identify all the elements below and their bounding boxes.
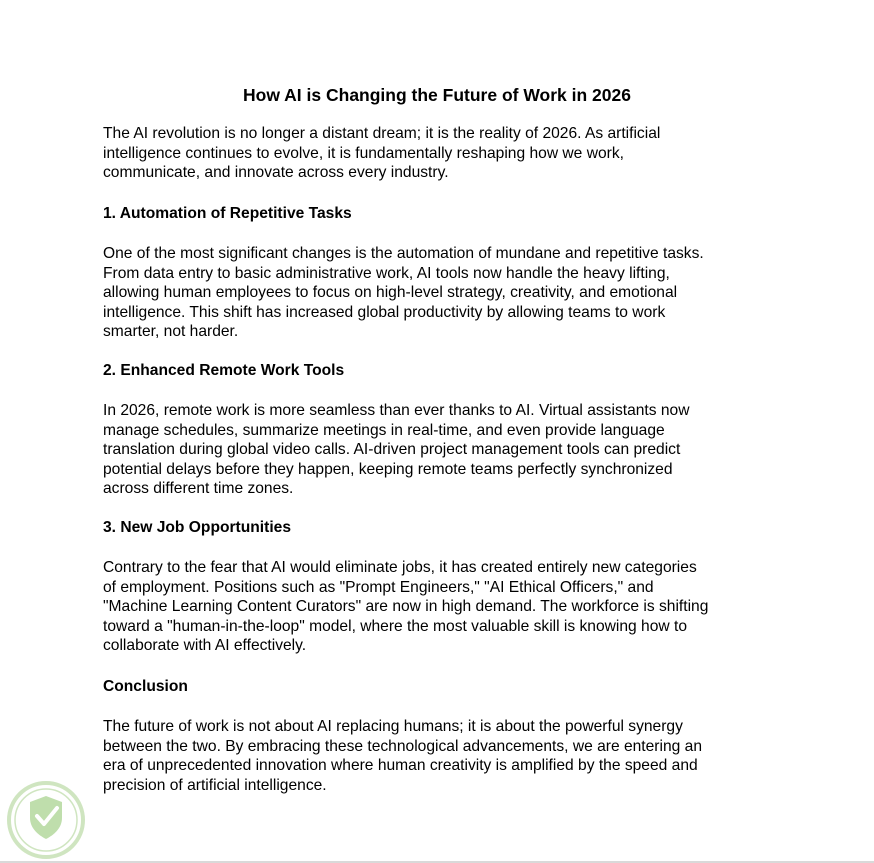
section-body-conclusion: The future of work is not about AI replacing humans; it is about the powerful synergy between the two. By embracing these technological advancements, we are entering an era of unprecedented innovation where human creativity is amplified by the speed and precision of artificial intelligence. bbox=[103, 718, 702, 794]
intro-paragraph: The AI revolution is no longer a distant dream; it is the reality of 2026. As artificial intelligence continues to evolve, it is fundamentally reshaping how we work, communicate, and innovate across every industry. bbox=[103, 125, 661, 182]
watermark-seal-logo bbox=[6, 780, 86, 860]
section-heading-job-opportunities: 3. New Job Opportunities bbox=[103, 519, 292, 536]
section-heading-remote-work: 2. Enhanced Remote Work Tools bbox=[103, 362, 345, 379]
document-title: How AI is Changing the Future of Work in 2026 bbox=[243, 85, 631, 105]
section-body-job-opportunities: Contrary to the fear that AI would eliminate jobs, it has created entirely new categories of employment. Positions such as "Prompt Engineers," "AI Ethical Officers," and "Machine Learning Content Curators" are now in high demand. The workforce is shifting toward a "human-in-the-loop" model, where the most valuable skill is knowing how to collaborate with AI effectively. bbox=[103, 559, 709, 655]
section-body-automation: One of the most significant changes is the automation of mundane and repetitive tasks. From data entry to basic administrative work, AI tools now handle the heavy lifting, allowing human employees to focus on high-level strategy, creativity, and emotional intelligence. This shift has increased global productivity by allowing teams to work smarter, not harder. bbox=[103, 245, 704, 341]
section-heading-conclusion: Conclusion bbox=[103, 678, 188, 695]
section-heading-automation: 1. Automation of Repetitive Tasks bbox=[103, 205, 352, 222]
section-body-remote-work: In 2026, remote work is more seamless than ever thanks to AI. Virtual assistants now manage schedules, summarize meetings in real-time, and even provide language translation during global video calls. AI-driven project management tools can predict potential delays before they happen, keeping remote teams perfectly synchronized across different time zones. bbox=[103, 402, 690, 498]
shield-icon bbox=[30, 796, 62, 839]
